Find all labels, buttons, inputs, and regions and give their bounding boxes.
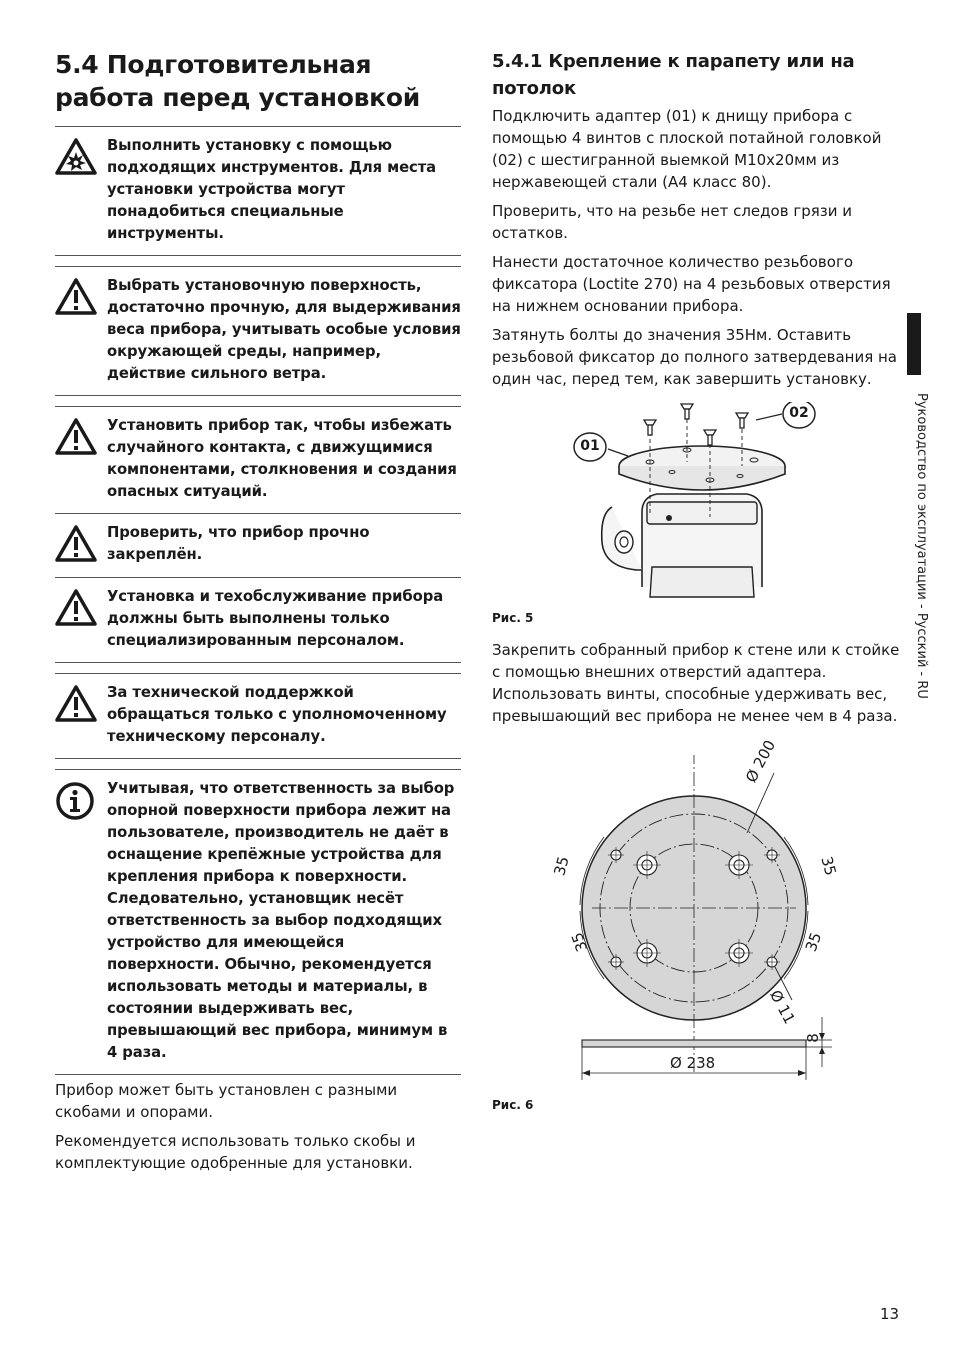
dim-35-top-left: 35 <box>550 854 573 878</box>
right-column <box>492 48 900 1112</box>
dim-hole-11: Ø 11 <box>766 987 799 1027</box>
figure-6-caption: Рис. 6 <box>492 1098 534 1112</box>
figure-6 <box>492 737 900 1100</box>
notice-text: Проверить, что прибор прочно закреплён. <box>107 524 370 563</box>
side-label: Руководство по эксплуатации - Русский - RU <box>914 393 929 699</box>
notice-surface <box>55 266 461 395</box>
paragraph: Подключить адаптер (01) к днищу прибора с помощью 4 винтов с плоской потайной головкой (02) с шестигранной выемкой M10x20мм из нержавеющей стали (A4 класс 80). <box>492 107 882 191</box>
adapter-drawing <box>492 402 900 607</box>
dim-diameter-200: Ø 200 <box>742 737 780 786</box>
warning-triangle-icon <box>55 522 107 567</box>
explosion-warning-icon <box>55 135 107 245</box>
dim-35-top-right: 35 <box>817 854 840 878</box>
notice-text: Установка и техобслуживание прибора должны быть выполнены только специализированным персоналом. <box>107 588 444 649</box>
subsection-title: 5.4.1 Крепление к парапету или на потолок <box>492 51 855 99</box>
dim-diameter-238: Ø 238 <box>670 1054 716 1072</box>
notice-support <box>55 673 461 758</box>
notice-responsibility <box>55 769 461 1075</box>
callout-01: 01 <box>580 438 600 454</box>
notice-text: Выбрать установочную поверхность, достаточно прочную, для выдерживания веса прибора, учитывать особые условия окружающей среды, например, действие сильного ветра. <box>107 277 461 382</box>
paragraph: Проверить, что на резьбе нет следов грязи и остатков. <box>492 202 852 242</box>
dim-35-bottom-left: 35 <box>567 929 592 955</box>
paragraph: Закрепить собранный прибор к стене или к стойке с помощью внешних отверстий адаптера. Использовать винты, способные удерживать вес, превышающий вес прибора не менее чем в 4 раза. <box>492 641 900 725</box>
adapter-plan-drawing <box>492 755 900 1100</box>
paragraph: Затянуть болты до значения 35Нм. Оставить резьбовой фиксатор до полного затвердевания на один час, перед тем, как завершить установку. <box>492 326 897 388</box>
notice-personnel <box>55 577 461 662</box>
notice-tools <box>55 126 461 255</box>
notice-text: За технической поддержкой обращаться только с уполномоченному техническому персоналу. <box>107 684 447 745</box>
warning-triangle-icon <box>55 682 107 748</box>
section-tab-marker <box>907 313 921 375</box>
dim-35-bottom-right: 35 <box>801 929 826 955</box>
figure-5-caption: Рис. 5 <box>492 611 534 625</box>
info-icon <box>55 778 107 1064</box>
warning-triangle-icon <box>55 586 107 652</box>
notice-text: Выполнить установку с помощью подходящих инструментов. Для места установки устройства могут понадобиться специальные инструменты. <box>107 137 437 242</box>
paragraph: Нанести достаточное количество резьбового фиксатора (Loctite 270) на 4 резьбовых отверстия на нижнем основании прибора. <box>492 253 891 315</box>
section-title: 5.4 Подготовительная работа перед установкой <box>55 50 420 112</box>
warning-triangle-icon <box>55 415 107 503</box>
notice-contact <box>55 406 461 513</box>
page-number: 13 <box>880 1305 900 1323</box>
callout-02: 02 <box>789 405 809 421</box>
notice-fixed <box>55 513 461 577</box>
paragraph: Рекомендуется использовать только скобы и комплектующие одобренные для установки. <box>55 1132 416 1172</box>
warning-triangle-icon <box>55 275 107 385</box>
notice-text: Установить прибор так, чтобы избежать случайного контакта, с движущимися компонентами, столкновения и создания опасных ситуаций. <box>107 417 457 500</box>
notice-text: Учитывая, что ответственность за выбор опорной поверхности прибора лежит на пользователе, производитель не даёт в оснащение крепёжные устройства для крепления прибора к поверхности. Следовательно, установщик несёт ответственность за выбор подходящих устройство для имеющейся поверхности. Обычно, рекомендуется использовать методы и материалы, в состоянии выдерживать вес, превышающий вес прибора, минимум в 4 раза. <box>107 780 455 1061</box>
paragraph: Прибор может быть установлен с разными скобами и опорами. <box>55 1081 398 1121</box>
left-column <box>55 48 461 1181</box>
dim-thickness-8: 8 <box>803 1033 822 1043</box>
figure-5 <box>492 402 900 607</box>
